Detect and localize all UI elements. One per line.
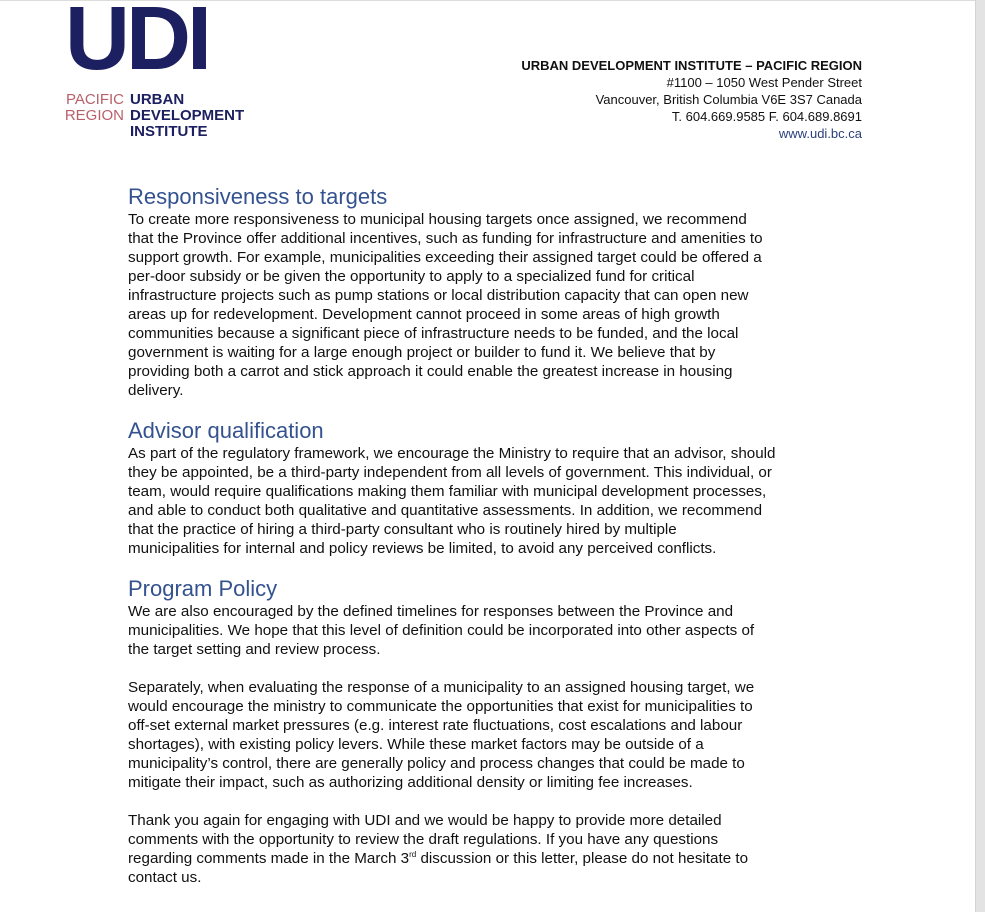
text-line: off-set external market pressures (e.g. interest rate fluctuations, cost escalations and labour xyxy=(128,717,743,734)
logo-mark: UDI xyxy=(65,0,208,89)
logo-region-text xyxy=(60,92,124,124)
text-line: mitigate their impact, such as authorizing additional density or limiting fee increases. xyxy=(128,774,693,791)
ordinal-suffix: rd xyxy=(409,849,417,859)
text-line: contact us. xyxy=(128,869,202,886)
text-line: that the practice of hiring a third-party consultant who is routinely hired by multiple xyxy=(128,521,677,538)
paragraph-advisor xyxy=(128,444,838,558)
text-line: team, would require qualifications making them familiar with municipal development processes, xyxy=(128,483,767,500)
website-link[interactable]: www.udi.bc.ca xyxy=(778,126,862,141)
section-heading-responsiveness: Responsiveness to targets xyxy=(128,184,388,209)
text-line: would encourage the ministry to communicate the opportunities that exist for municipalities to xyxy=(128,698,753,715)
text-line: delivery. xyxy=(128,382,184,399)
text-line: shortages), with existing policy levers. While these market factors may be outside of a xyxy=(128,736,704,753)
text-line: To create more responsiveness to municipal housing targets once assigned, we recommend xyxy=(128,211,747,228)
text-line: municipalities. We hope that this level of definition could be incorporated into other aspects of xyxy=(128,622,755,639)
text-line: support growth. For example, municipalities exceeding their assigned target could be offered a xyxy=(128,249,762,266)
section-heading-policy: Program Policy xyxy=(128,576,278,601)
text-line: As part of the regulatory framework, we encourage the Ministry to require that an advisor, should xyxy=(128,445,776,462)
spacer xyxy=(128,792,838,811)
text-line: discussion or this letter, please do not hesitate to xyxy=(416,850,749,867)
letter-body xyxy=(128,184,838,887)
text-line: and able to conduct both qualitative and quantitative assessments. In addition, we recommend xyxy=(128,502,763,519)
section-heading-advisor: Advisor qualification xyxy=(128,418,324,443)
organization-name: URBAN DEVELOPMENT INSTITUTE – PACIFIC REGION xyxy=(521,58,862,73)
paragraph-closing xyxy=(128,811,838,887)
text-line: Separately, when evaluating the response of a municipality to an assigned housing target, we xyxy=(128,679,755,696)
text-line: municipality’s control, there are generally policy and process changes that could be made to xyxy=(128,755,745,772)
spacer xyxy=(128,400,838,418)
city-address: Vancouver, British Columbia V6E 3S7 Canada xyxy=(595,92,862,107)
text-line: they be appointed, be a third-party independent from all levels of government. This individual, or xyxy=(128,464,772,481)
text-line: the target setting and review process. xyxy=(128,641,381,658)
text-line: regarding comments made in the March 3 xyxy=(128,850,410,867)
text-line: infrastructure projects such as pump stations or local distribution capacity that can open new xyxy=(128,287,749,304)
text-line: providing both a carrot and stick approach it could enable the greatest increase in housing xyxy=(128,363,733,380)
text-line: government is waiting for a large enough project or builder to fund it. We believe that by xyxy=(128,344,716,361)
letterhead-address xyxy=(521,57,862,142)
spacer xyxy=(128,558,838,576)
text-line: We are also encouraged by the defined timelines for responses between the Province and xyxy=(128,603,734,620)
street-address: #1100 – 1050 West Pender Street xyxy=(666,75,862,90)
text-line: Thank you again for engaging with UDI and we would be happy to provide more detailed xyxy=(128,812,722,829)
paragraph-responsiveness xyxy=(128,210,838,400)
text-line: municipalities for internal and policy reviews be limited, to avoid any perceived conflicts. xyxy=(128,540,717,557)
text-line: that the Province offer additional incentives, such as funding for infrastructure and amenities to xyxy=(128,230,763,247)
text-line: communities because a significant piece of infrastructure needs to be funded, and the local xyxy=(128,325,739,342)
spacer xyxy=(128,659,838,678)
logo-region-line: PACIFIC xyxy=(65,91,124,108)
paragraph-policy-market xyxy=(128,678,838,792)
logo-name-line: INSTITUTE xyxy=(130,123,208,140)
logo-name-line: URBAN xyxy=(130,91,185,108)
text-line: comments with the opportunity to review the draft regulations. If you have any questions xyxy=(128,831,719,848)
phone-fax: T. 604.669.9585 F. 604.689.8691 xyxy=(671,109,862,124)
logo-name-line: DEVELOPMENT xyxy=(130,107,245,124)
logo-name-text xyxy=(130,92,244,140)
text-line: per-door subsidy or be given the opportunity to apply to a specialized fund for critical xyxy=(128,268,695,285)
logo-region-line: REGION xyxy=(64,107,124,124)
vertical-scrollbar[interactable] xyxy=(975,0,985,912)
udi-logo xyxy=(60,2,280,142)
text-line: areas up for redevelopment. Development cannot proceed in some areas of high growth xyxy=(128,306,720,323)
paragraph-policy-timelines xyxy=(128,602,838,659)
